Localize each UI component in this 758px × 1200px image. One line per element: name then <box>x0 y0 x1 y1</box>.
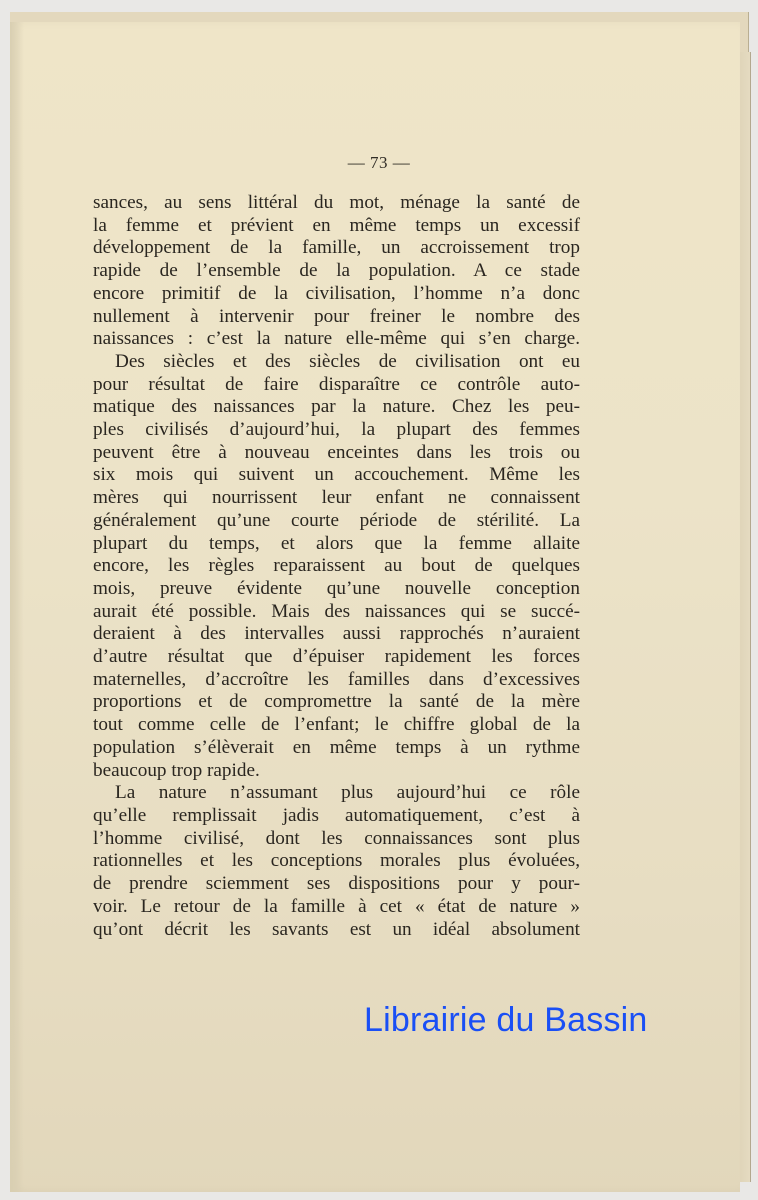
text-line: plupart du temps, et alors que la femme allaite <box>93 532 580 554</box>
text-line: peuvent être à nouveau enceintes dans les trois ou <box>93 441 580 463</box>
text-line: La nature n’assumant plus aujourd’hui ce rôle <box>115 782 580 804</box>
text-line: de prendre sciemment ses dispositions pour y pour- <box>93 873 580 895</box>
text-line: beaucoup trop rapide. <box>93 759 260 781</box>
text-line: aurait été possible. Mais des naissances qui se succé- <box>93 600 580 622</box>
text-line: sances, au sens littéral du mot, ménage la santé de <box>93 192 580 213</box>
text-line: mois, preuve évidente qu’une nouvelle conception <box>93 577 580 599</box>
text-line: rapide de l’ensemble de la population. A ce stade <box>93 260 580 282</box>
text-line: matique des naissances par la nature. Chez les peu- <box>93 396 580 418</box>
text-line: Des siècles et des siècles de civilisation ont eu <box>115 350 580 372</box>
text-line: six mois qui suivent un accouchement. Même les <box>93 464 580 486</box>
watermark-librairie-du-bassin: Librairie du Bassin <box>364 1001 648 1039</box>
text-line: la femme et prévient en même temps un excessif <box>93 214 580 236</box>
page-number: — 73 — <box>347 153 411 172</box>
text-line: qu’elle remplissait jadis automatiquement, c’est à <box>93 804 580 826</box>
text-line: naissances : c’est la nature elle-même qui s’en charge. <box>93 328 580 350</box>
text-line: voir. Le retour de la famille à cet « état de nature » <box>93 895 580 917</box>
text-line: rationnelles et les conceptions morales plus évoluées, <box>93 850 580 872</box>
text-line: deraient à des intervalles aussi rapprochés n’auraient <box>93 623 580 645</box>
spine-shadow <box>10 22 24 1192</box>
text-line: d’autre résultat que d’épuiser rapidement les forces <box>93 646 580 668</box>
text-line: tout comme celle de l’enfant; le chiffre global de la <box>93 714 580 736</box>
text-line: encore primitif de la civilisation, l’homme n’a donc <box>93 282 580 304</box>
text-line: généralement qu’une courte période de stérilité. La <box>93 509 580 531</box>
body-text <box>93 192 580 941</box>
text-line: mères qui nourrissent leur enfant ne connaissent <box>93 487 580 509</box>
text-line: l’homme civilisé, dont les connaissances sont plus <box>93 827 580 849</box>
text-line: pour résultat de faire disparaître ce contrôle auto- <box>93 373 580 395</box>
text-line: encore, les règles reparaissent au bout de quelques <box>93 555 580 577</box>
text-line: nullement à intervenir pour freiner le nombre des <box>93 305 580 327</box>
text-line: ples civilisés d’aujourd’hui, la plupart des femmes <box>93 419 580 441</box>
text-line: qu’ont décrit les savants est un idéal absolument <box>93 918 580 940</box>
text-line: proportions et de compromettre la santé de la mère <box>93 691 580 713</box>
text-line: population s’élèverait en même temps à un rythme <box>93 736 580 758</box>
text-line: maternelles, d’accroître les familles dans d’excessives <box>93 668 580 690</box>
text-line: développement de la famille, un accroissement trop <box>93 237 580 259</box>
